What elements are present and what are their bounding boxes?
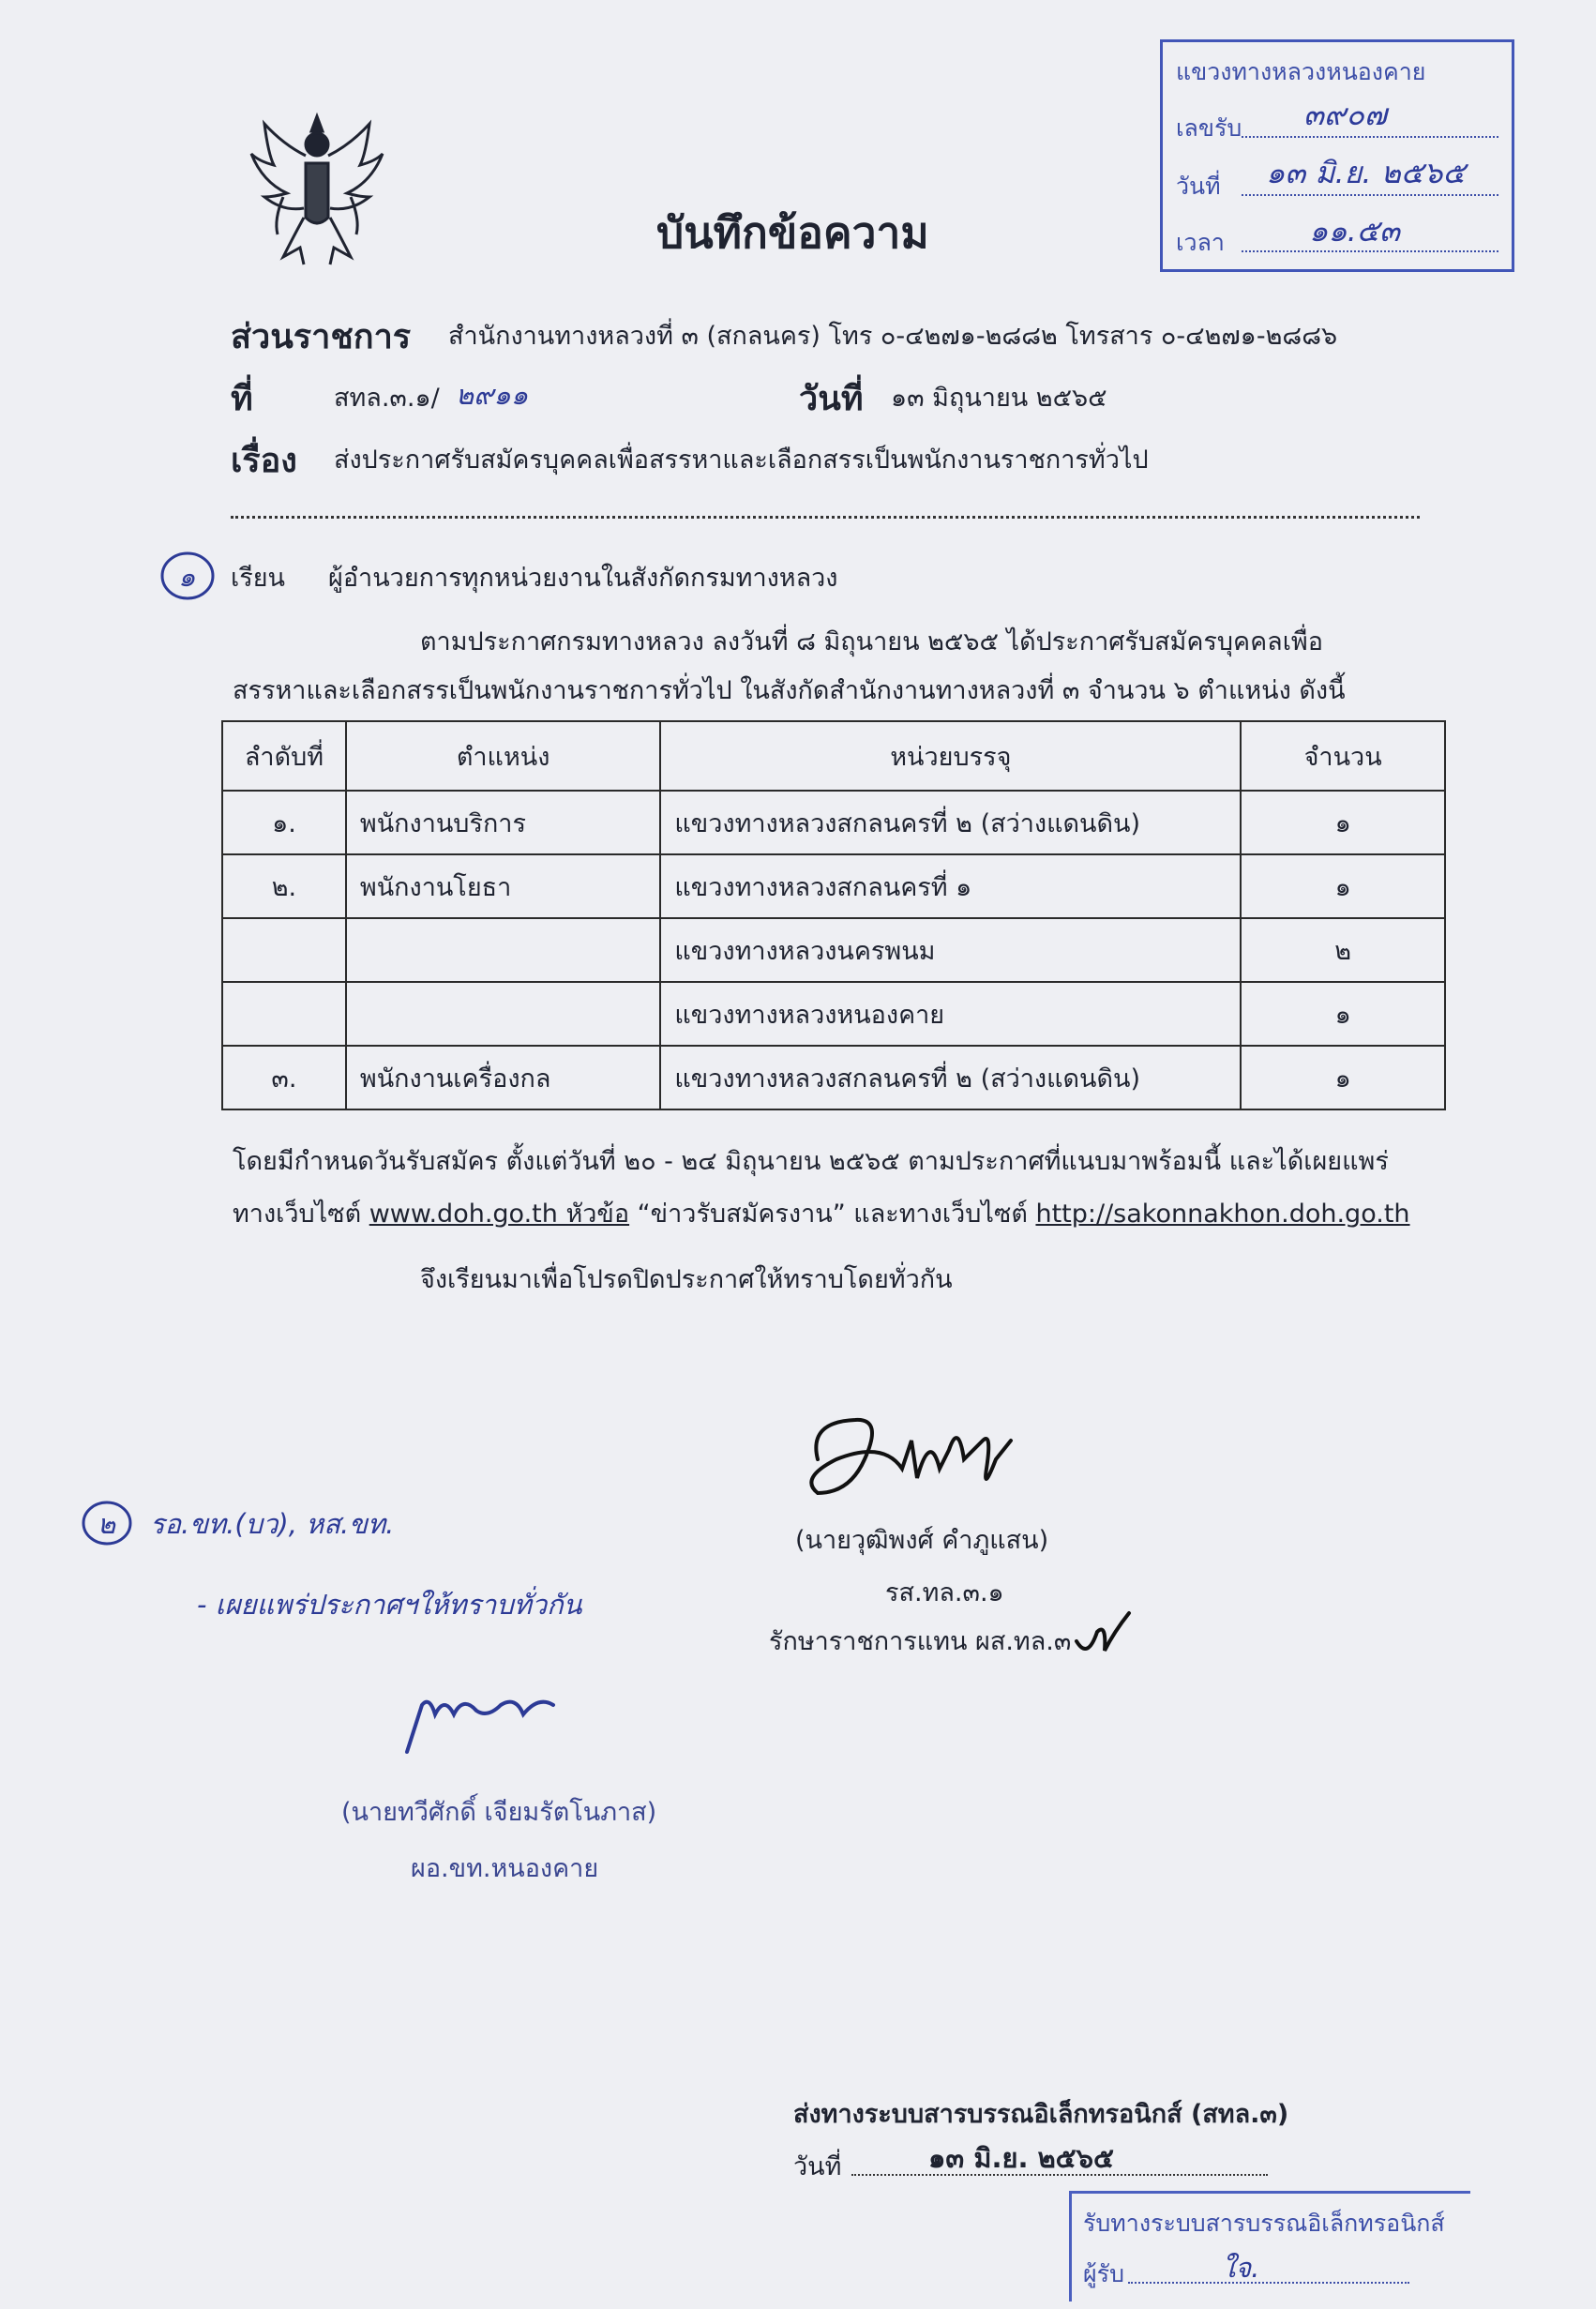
signatory-title-1: รส.ทล.๓.๑	[885, 1578, 1004, 1607]
cell-count: ๑	[1241, 791, 1445, 854]
header-separator	[231, 516, 1420, 519]
garuda-emblem-icon	[246, 107, 388, 276]
bottom-stamp-line-1: รับทางระบบสารบรรณอิเล็กทรอนิกส์	[1083, 2210, 1445, 2237]
date-label: วันที่	[799, 380, 864, 418]
col-header-count: จำนวน	[1241, 721, 1445, 791]
doh-website-link[interactable]: www.doh.go.th หัวข้อ	[369, 1200, 630, 1229]
intro-line-1: ตามประกาศกรมทางหลวง ลงวันที่ ๘ มิถุนายน ๒๕๖๕ ได้ประกาศรับสมัครบุคคลเพื่อ	[420, 627, 1323, 656]
stamp-time-value: ๑๑.๕๓	[1309, 213, 1400, 249]
stamp-recv-no-label: เลขรับ	[1176, 114, 1242, 142]
signatory-name: (นายวุฒิพงศ์ คำภูแสน)	[795, 1526, 1049, 1555]
cell-unit: แขวงทางหลวงสกลนครที่ ๑	[660, 854, 1241, 918]
date-value: ๑๓ มิถุนายน ๒๕๖๕	[891, 384, 1107, 413]
note-line-2: - เผยแพร่ประกาศฯให้ทราบทั่วกัน	[197, 1589, 582, 1621]
bottom-stamp-receiver-value: ใจ.	[1222, 2252, 1260, 2284]
cell-no	[222, 918, 346, 982]
cell-unit: แขวงทางหลวงนครพนม	[660, 918, 1241, 982]
note-line-1: รอ.ขท.(บว), หส.ขท.	[150, 1508, 395, 1540]
cell-position: พนักงานเครื่องกล	[346, 1046, 660, 1109]
cell-unit: แขวงทางหลวงสกลนครที่ ๒ (สว่างแดนดิน)	[660, 1046, 1241, 1109]
body-line-1: โดยมีกำหนดวันรับสมัคร ตั้งแต่วันที่ ๒๐ - ๒๔ มิถุนายน ๒๕๖๕ ตามประกาศที่แนบมาพร้อมนี้ และได้เผยแพร่	[233, 1147, 1389, 1176]
cell-no	[222, 982, 346, 1046]
stamp-date-label: วันที่	[1176, 173, 1221, 200]
col-header-no: ลำดับที่	[222, 721, 346, 791]
table-row	[222, 982, 1445, 1046]
ref-number-handwritten: ๒๙๑๑	[456, 379, 529, 411]
table-row	[222, 918, 1445, 982]
e-delivery-date-value: ๑๓ มิ.ย. ๒๕๖๕	[928, 2142, 1114, 2174]
receipt-stamp	[1160, 39, 1514, 272]
electronic-receipt-stamp	[1069, 2191, 1470, 2301]
stamp-recv-no-value: ๓๙๐๗	[1303, 97, 1387, 132]
signature-icon	[799, 1403, 1024, 1525]
stamp-time-label: เวลา	[1176, 229, 1225, 256]
body-line-2-middle: “ข่าวรับสมัครงาน” และทางเว็บไซต์	[629, 1200, 1036, 1229]
cell-no: ๓.	[222, 1046, 346, 1109]
salutation-circled-number: ๑	[178, 561, 196, 593]
col-header-unit: หน่วยบรรจุ	[660, 721, 1241, 791]
director-name: (นายทวีศักดิ์ เจียมรัตโนภาส)	[341, 1798, 657, 1827]
salutation-label: เรียน	[231, 564, 286, 593]
cell-count: ๒	[1241, 918, 1445, 982]
cell-count: ๑	[1241, 1046, 1445, 1109]
signatory-title-2: รักษาราชการแทน ผส.ทล.๓	[769, 1627, 1072, 1656]
cell-count: ๑	[1241, 854, 1445, 918]
positions-table	[221, 720, 1446, 1110]
cell-position	[346, 982, 660, 1046]
closing-line: จึงเรียนมาเพื่อโปรดปิดประกาศให้ทราบโดยทั่วกัน	[420, 1265, 953, 1294]
e-delivery-line: ส่งทางระบบสารบรรณอิเล็กทรอนิกส์ (สทล.๓)	[793, 2100, 1289, 2129]
director-signature-icon	[398, 1677, 566, 1761]
note-circled-number: ๒	[98, 1508, 116, 1540]
subject-value: ส่งประกาศรับสมัครบุคคลเพื่อสรรหาและเลือกสรรเป็นพนักงานราชการทั่วไป	[334, 445, 1149, 475]
director-title: ผอ.ขท.หนองคาย	[411, 1854, 599, 1883]
stamp-date-value: ๑๓ มิ.ย. ๒๕๖๕	[1266, 155, 1466, 190]
col-header-position: ตำแหน่ง	[346, 721, 660, 791]
initials-mark-icon	[1069, 1604, 1135, 1669]
body-line-2-prefix: ทางเว็บไซต์	[233, 1200, 369, 1229]
cell-no: ๒.	[222, 854, 346, 918]
memo-title: บันทึกข้อความ	[656, 207, 929, 258]
bottom-stamp-receiver-label: ผู้รับ	[1083, 2260, 1124, 2287]
cell-position: พนักงานบริการ	[346, 791, 660, 854]
stamp-office: แขวงทางหลวงหนองคาย	[1176, 58, 1426, 85]
intro-line-2: สรรหาและเลือกสรรเป็นพนักงานราชการทั่วไป ในสังกัดสำนักงานทางหลวงที่ ๓ จำนวน ๖ ตำแหน่ง ดังนี้	[233, 676, 1346, 705]
sakonnakhon-website-link[interactable]: http://sakonnakhon.doh.go.th	[1035, 1200, 1410, 1229]
cell-position: พนักงานโยธา	[346, 854, 660, 918]
cell-unit: แขวงทางหลวงสกลนครที่ ๒ (สว่างแดนดิน)	[660, 791, 1241, 854]
salutation-value: ผู้อำนวยการทุกหน่วยงานในสังกัดกรมทางหลวง	[328, 564, 838, 593]
table-row	[222, 854, 1445, 918]
table-row	[222, 1046, 1445, 1109]
e-delivery-date-label: วันที่	[793, 2152, 842, 2181]
cell-no: ๑.	[222, 791, 346, 854]
cell-position	[346, 918, 660, 982]
ref-label: ที่	[231, 380, 253, 418]
table-row	[222, 791, 1445, 854]
subject-label: เรื่อง	[231, 442, 297, 480]
cell-count: ๑	[1241, 982, 1445, 1046]
ref-value: สทล.๓.๑/	[334, 384, 440, 413]
agency-label: ส่วนราชการ	[231, 318, 412, 356]
agency-value: สำนักงานทางหลวงที่ ๓ (สกลนคร) โทร ๐-๔๒๗๑-๒๘๘๒ โทรสาร ๐-๔๒๗๑-๒๘๘๖	[448, 322, 1338, 351]
cell-unit: แขวงทางหลวงหนองคาย	[660, 982, 1241, 1046]
body-line-2	[233, 1193, 1410, 1233]
table-header-row	[222, 721, 1445, 791]
